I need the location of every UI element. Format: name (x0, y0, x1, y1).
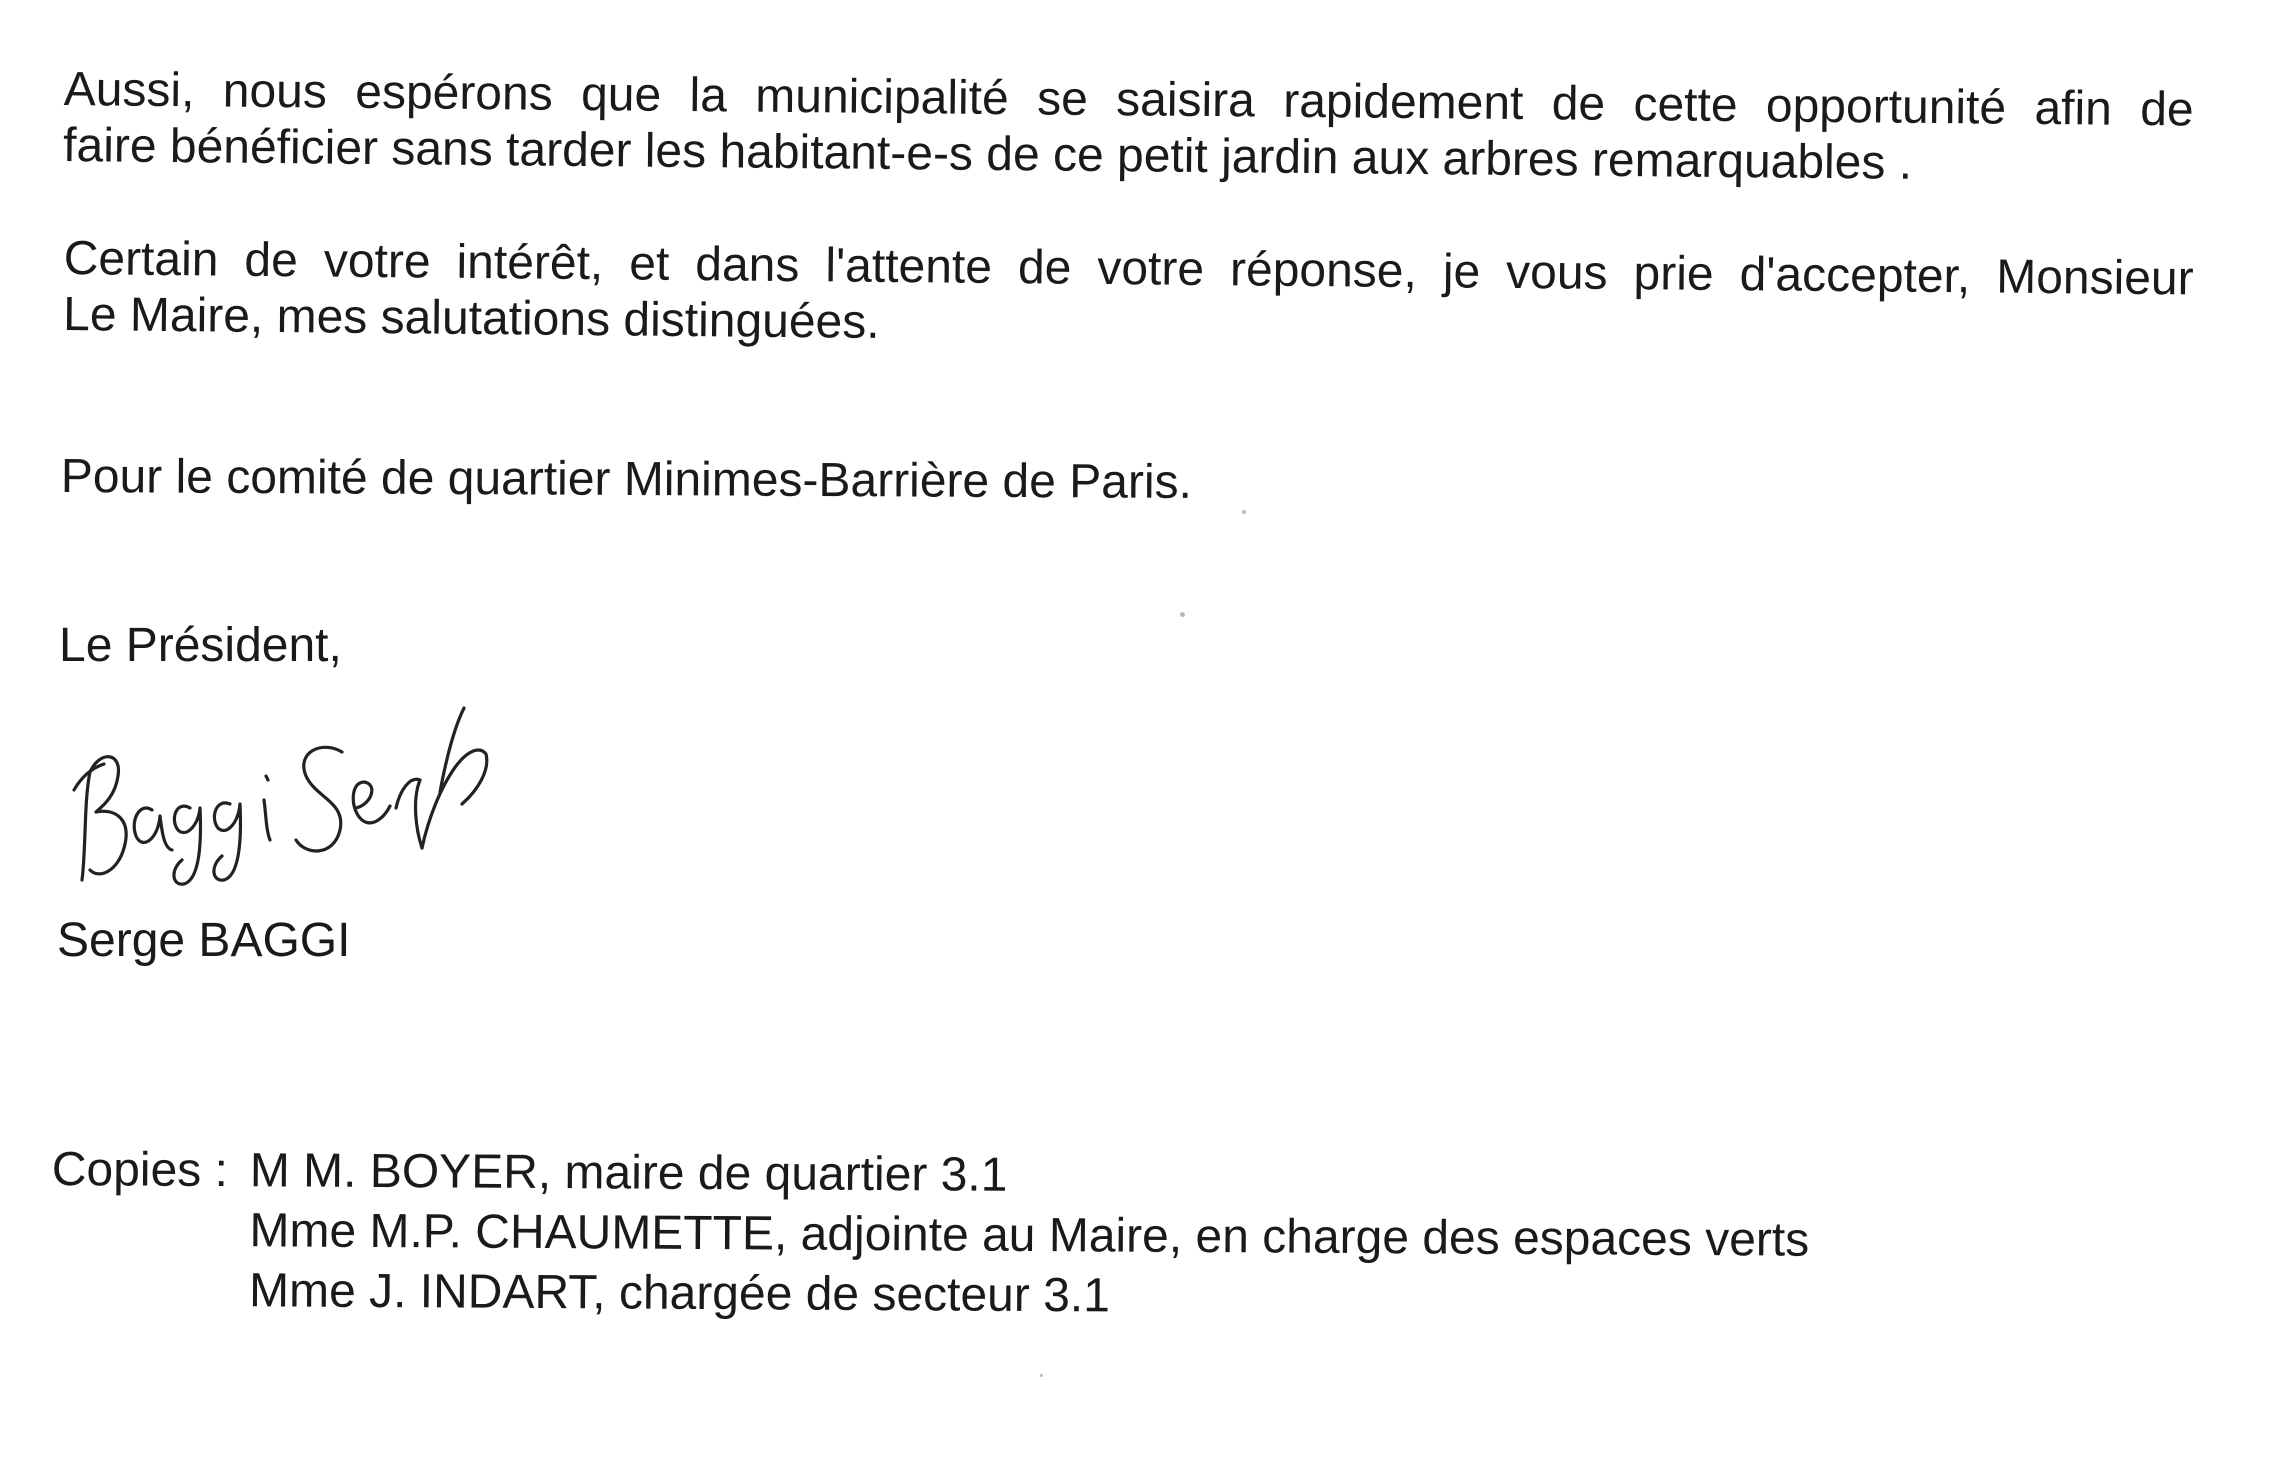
paragraph-line: Le Maire, mes salutations distinguées. (62, 287, 880, 349)
scan-speck (1180, 612, 1185, 617)
scan-speck (1040, 1374, 1043, 1377)
copy-recipient: Mme J. INDART, chargée de secteur 3.1 (248, 1264, 1111, 1323)
copy-recipient: M M. BOYER, maire de quartier 3.1 (249, 1144, 1008, 1202)
paragraph-line: Aussi, nous espérons que la municipalité se saisira rapidement de cette opportunité afin de (63, 62, 2194, 137)
scan-speck (1242, 510, 1246, 514)
copy-recipient: Mme M.P. CHAUMETTE, adjointe au Maire, en charge des espaces verts (249, 1204, 1810, 1267)
paragraph-line: faire bénéficier sans tarder les habitant-e-s de ce petit jardin aux arbres remarquables . (62, 118, 1913, 190)
committee-line: Pour le comité de quartier Minimes-Barrière de Paris. (60, 450, 1193, 509)
closing-paragraph-salutations (63, 231, 2194, 363)
signer-name: Serge BAGGI (57, 914, 351, 967)
signer-title: Le Président, (59, 619, 342, 672)
closing-paragraph-hope (63, 62, 2194, 194)
paragraph-line: Certain de votre intérêt, et dans l'attente de votre réponse, je vous prie d'accepter, Monsieur (63, 231, 2194, 306)
handwritten-signature-icon (60, 680, 500, 890)
copies-label: Copies : (51, 1143, 229, 1198)
